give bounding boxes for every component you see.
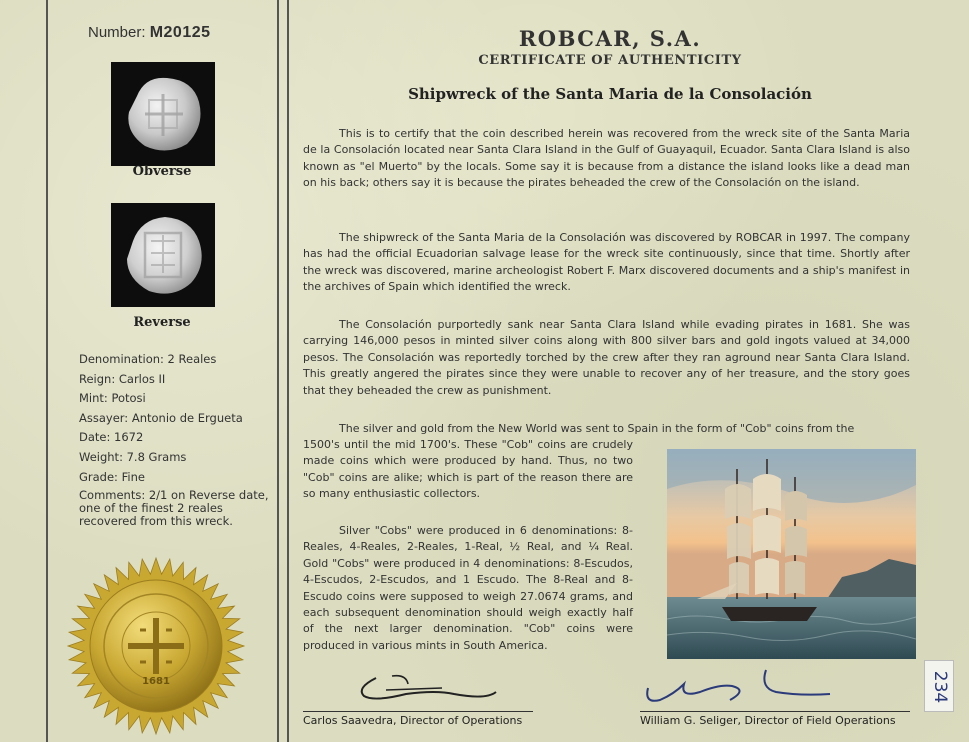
detail-comments: Comments: 2/1 on Reverse date, one of the finest 2 reales recovered from this wreck.	[79, 488, 269, 529]
handwritten-number-sticker	[924, 660, 954, 712]
company-name: ROBCAR, S.A.	[518, 26, 702, 51]
detail-reign: Reign: Carlos II	[79, 371, 166, 386]
certificate-title: CERTIFICATE OF AUTHENTICITY	[478, 53, 742, 68]
signatory-right: William G. Seliger, Director of Field Operations	[640, 714, 896, 727]
obverse-label: Obverse	[132, 164, 192, 179]
right-frame-line	[287, 0, 289, 742]
number-value: M20125	[149, 24, 211, 41]
signature-right	[640, 664, 840, 710]
certificate-number	[88, 24, 211, 42]
signatory-left: Carlos Saavedra, Director of Operations	[303, 714, 523, 727]
signature-left	[346, 670, 506, 710]
paragraph-3: The Consolación purportedly sank near Santa Clara Island while evading pirates in 1681. She was carrying 146,000 pesos in minted silver coins along with 800 silver bars and gold ingots valued at 34,000 pesos. The Consolación was reportedly torched by the crew after they ran aground near Santa Clara Island. This greatly angered the pirates since they were unable to recover any of her treasure, and the story goes that they beheaded the crew as punishment.	[303, 318, 910, 397]
handwritten-number: 234	[930, 670, 950, 704]
coin-details	[79, 350, 269, 528]
detail-weight: Weight: 7.8 Grams	[79, 449, 187, 464]
detail-assayer: Assayer: Antonio de Ergueta	[79, 410, 243, 425]
paragraph-5: Silver "Cobs" were produced in 6 denominations: 8-Reales, 4-Reales, 2-Reales, 1-Real, ½ Real, and ¼ Real. Gold "Cobs" were produced in 4 denominations: 8-Escudos, 4-Escudos, 2-Escudos, and 1 Escudo. The 8-Real and 8-Escudo coins were supposed to weigh 27.0674 grams, and each subsequent denomination should weigh exactly half of the next larger denomination. "Cob" coins were produced in various mints in South America.	[303, 524, 633, 652]
gold-seal	[66, 556, 246, 736]
detail-date: Date: 1672	[79, 430, 144, 445]
seal-year: 1681	[142, 676, 170, 687]
signature-line-left	[303, 711, 533, 712]
obverse-coin-image	[111, 62, 215, 166]
certificate-subtitle: Shipwreck of the Santa Maria de la Consolación	[408, 85, 812, 103]
paragraph-1: This is to certify that the coin described herein was recovered from the wreck site of the Santa Maria de la Consolación located near Santa Clara Island in the Gulf of Guayaquil, Ecuador. Santa Clara Island is also known as "el Muerto" by the locals. Some say it is because from a distance the island looks like a dead man on his back; others say it is because the pirates beheaded the crew of the Consolación on the island.	[303, 127, 910, 190]
sailing-ship-painting	[667, 449, 916, 659]
reverse-label: Reverse	[133, 315, 191, 330]
divider-line	[277, 0, 279, 742]
detail-mint: Mint: Potosi	[79, 391, 146, 406]
reverse-coin-image	[111, 203, 215, 307]
left-frame-line	[46, 0, 48, 742]
paragraph-2: The shipwreck of the Santa Maria de la Consolación was discovered by ROBCAR in 1997. The company has had the official Ecuadorian salvage lease for the wreck site continuously, since that time. Shortly after the wreck was discovered, marine archeologist Robert F. Marx discovered documents and a ship's manifest in the archives of Spain which identified the wreck.	[303, 231, 910, 294]
number-label: Number:	[88, 24, 146, 41]
paragraph-4-rest: 1500's until the mid 1700's. These "Cob" coins are crudely made coins which were produced by hand. Thus, no two "Cob" coins are alike; which is part of the reason there are so many enthusiastic collectors.	[303, 438, 633, 501]
detail-denomination: Denomination: 2 Reales	[79, 352, 217, 366]
detail-grade: Grade: Fine	[79, 469, 145, 484]
signature-line-right	[640, 711, 910, 712]
paragraph-4-first-line: The silver and gold from the New World was sent to Spain in the form of "Cob" coins from the	[339, 422, 855, 435]
